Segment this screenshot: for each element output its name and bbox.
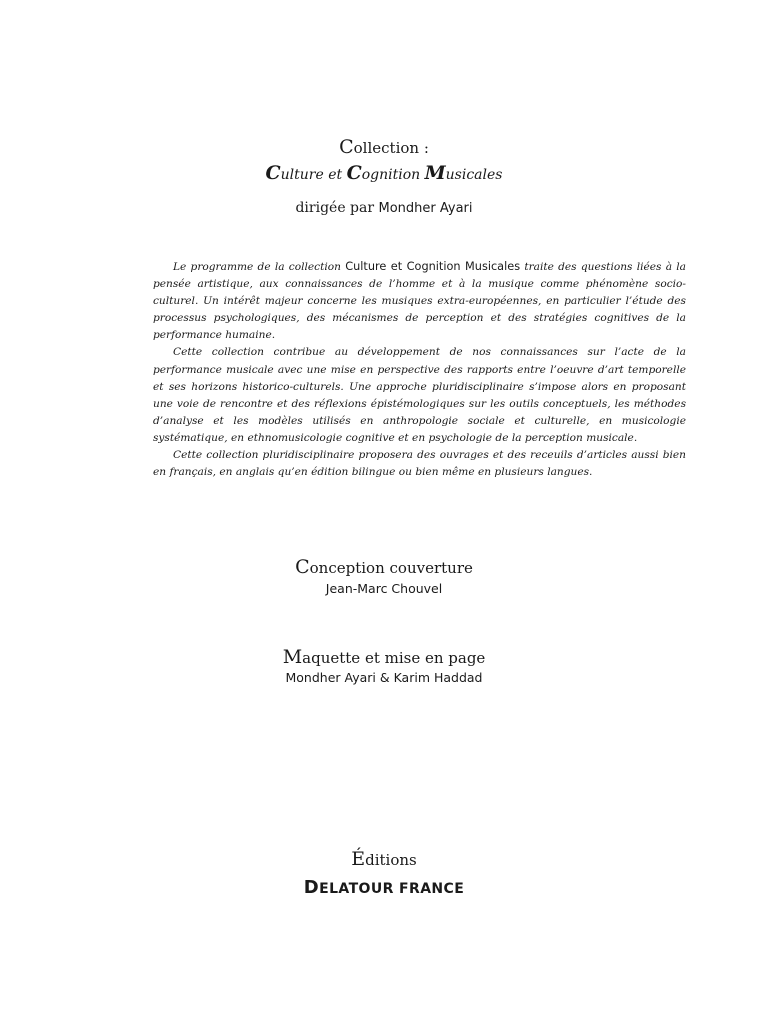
description-paragraph-3: Cette collection pluridisciplinaire proposera des ouvrages et des receuils d’articles aussi bien en français, en anglais qu’en édition bilingue ou bien même en plusieurs langues. [153, 449, 686, 479]
collection-description [153, 258, 686, 481]
editions-label: Éditions [351, 848, 417, 870]
collection-director: dirigée par Mondher Ayari [295, 200, 473, 216]
publisher-name: DELATOUR FRANCE [303, 877, 465, 898]
description-paragraph-2: Cette collection contribue au développement de nos connaissances sur l’acte de la performance musicale avec une mise en perspective des rapports entre l’oeuvre d’art temporelle et ses horizons historico-culturels. Une approche pluridisciplinaire s’impose alors en proposant une voie de rencontre et des réflexions épistémologiques sur les outils conceptuels, les méthodes d’analyse et les modèles utilisés en anthropologie sociale et culturelle, en musicologie systématique, en ethnomusicologie cognitive et en psychologie de la perception musicale. [153, 346, 686, 444]
collection-title: Culture et Cognition Musicales [265, 162, 503, 184]
cover-designer-name: Jean-Marc Chouvel [325, 581, 443, 596]
description-paragraph-1: Le programme de la collection Culture et Cognition Musicales traite des questions liées à la pensée artistique, aux connaissances de l’homme et à la musique comme phénomène socio-culturel. Un intérêt majeur concerne les musiques extra-européennes, en particulier l’étude des processus psychologiques, des mécanismes de perception et des stratégies cognitives de la performance humaine. [153, 260, 686, 342]
collection-label: Collection : [339, 136, 429, 158]
layout-credits-names: Mondher Ayari & Karim Haddad [285, 670, 483, 685]
layout-heading: Maquette et mise en page [282, 646, 486, 668]
cover-design-heading: Conception couverture [295, 556, 473, 578]
